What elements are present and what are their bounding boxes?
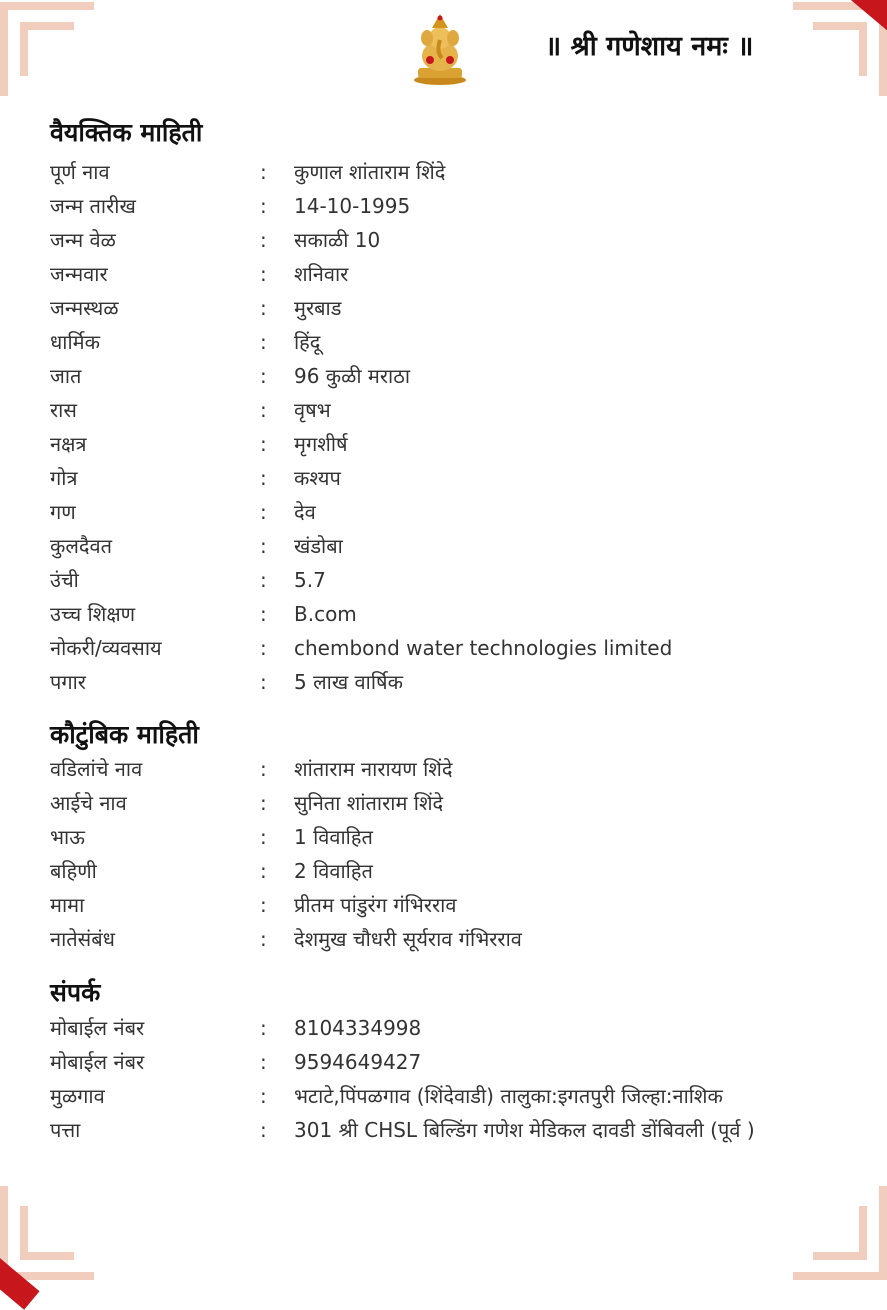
info-separator: : <box>260 568 267 592</box>
info-separator: : <box>260 927 267 951</box>
info-row <box>50 565 850 595</box>
info-label: गण <box>50 500 76 524</box>
info-label: पगार <box>50 670 86 694</box>
info-row <box>50 361 850 391</box>
info-value: 5 लाख वार्षिक <box>294 670 403 694</box>
info-row <box>50 599 850 629</box>
info-row <box>50 327 850 357</box>
info-value: 1 विवाहित <box>294 825 373 849</box>
info-value: खंडोबा <box>294 534 343 558</box>
page-header-title: ॥ श्री गणेशाय नमः ॥ <box>545 31 754 62</box>
info-separator: : <box>260 500 267 524</box>
info-row <box>50 1047 850 1077</box>
info-label: जन्मस्थळ <box>50 296 119 320</box>
info-label: रास <box>50 398 77 422</box>
corner-ornament-top-left <box>0 0 106 108</box>
info-row <box>50 890 850 920</box>
info-label: जात <box>50 364 82 388</box>
info-separator: : <box>260 330 267 354</box>
info-value: मुरबाड <box>294 296 342 320</box>
info-value: 9594649427 <box>294 1050 422 1074</box>
info-separator: : <box>260 228 267 252</box>
info-value: भटाटे,पिंपळगाव (शिंदेवाडी) तालुका:इगतपुरी जिल्हा:नाशिक <box>294 1084 723 1108</box>
info-row <box>50 1081 850 1111</box>
info-label: मुळगाव <box>50 1084 105 1108</box>
info-separator: : <box>260 670 267 694</box>
info-label: आईचे नाव <box>50 791 127 815</box>
info-value: 8104334998 <box>294 1016 422 1040</box>
info-row <box>50 856 850 886</box>
info-separator: : <box>260 1050 267 1074</box>
info-value: कुणाल शांताराम शिंदे <box>294 160 446 184</box>
info-row <box>50 225 850 255</box>
info-separator: : <box>260 602 267 626</box>
info-separator: : <box>260 1016 267 1040</box>
info-separator: : <box>260 194 267 218</box>
info-row <box>50 497 850 527</box>
info-separator: : <box>260 262 267 286</box>
info-label: उंची <box>50 568 79 592</box>
info-row <box>50 429 850 459</box>
info-value: chembond water technologies limited <box>294 636 673 660</box>
info-label: नातेसंबंध <box>50 927 115 951</box>
info-separator: : <box>260 1084 267 1108</box>
info-value: देव <box>294 500 316 524</box>
info-separator: : <box>260 825 267 849</box>
corner-ornament-bottom-left <box>0 1174 106 1286</box>
info-row <box>50 822 850 852</box>
info-row <box>50 788 850 818</box>
info-row <box>50 754 850 784</box>
info-separator: : <box>260 757 267 781</box>
info-separator: : <box>260 534 267 558</box>
info-label: नोकरी/व्यवसाय <box>50 636 162 660</box>
corner-ornament-bottom-right <box>781 1174 887 1286</box>
info-label: पत्ता <box>50 1118 81 1142</box>
info-value: मृगशीर्ष <box>294 432 348 456</box>
info-value: 2 विवाहित <box>294 859 373 883</box>
info-label: वडिलांचे नाव <box>50 757 143 781</box>
info-separator: : <box>260 636 267 660</box>
info-value: सकाळी 10 <box>294 228 381 252</box>
info-separator: : <box>260 1118 267 1142</box>
info-label: जन्मवार <box>50 262 108 286</box>
info-separator: : <box>260 432 267 456</box>
ganesh-idol-icon <box>410 10 470 86</box>
info-separator: : <box>260 466 267 490</box>
info-row <box>50 924 850 954</box>
info-value: कश्यप <box>294 466 341 490</box>
info-separator: : <box>260 364 267 388</box>
info-row <box>50 157 850 187</box>
section-title-personal: वैयक्तिक माहिती <box>50 118 203 147</box>
info-label: नक्षत्र <box>50 432 87 456</box>
info-value: 96 कुळी मराठा <box>294 364 411 388</box>
info-label: मोबाईल नंबर <box>50 1050 145 1074</box>
info-value: शनिवार <box>294 262 349 286</box>
info-label: गोत्र <box>50 466 78 490</box>
info-separator: : <box>260 160 267 184</box>
info-value: देशमुख चौधरी सूर्यराव गंभिरराव <box>294 927 522 951</box>
info-separator: : <box>260 859 267 883</box>
info-row <box>50 259 850 289</box>
info-label: पूर्ण नाव <box>50 160 110 184</box>
info-row <box>50 395 850 425</box>
info-value: प्रीतम पांडुरंग गंभिरराव <box>294 893 457 917</box>
info-row <box>50 667 850 697</box>
info-label: मोबाईल नंबर <box>50 1016 145 1040</box>
info-label: धार्मिक <box>50 330 100 354</box>
info-row <box>50 531 850 561</box>
info-label: भाऊ <box>50 825 85 849</box>
info-value: शांताराम नारायण शिंदे <box>294 757 453 781</box>
info-row <box>50 191 850 221</box>
info-value: सुनिता शांताराम शिंदे <box>294 791 444 815</box>
info-value: B.com <box>294 602 357 626</box>
info-label: उच्च शिक्षण <box>50 602 136 626</box>
info-label: बहिणी <box>50 859 97 883</box>
info-label: कुलदैवत <box>50 534 113 558</box>
info-row <box>50 293 850 323</box>
info-separator: : <box>260 791 267 815</box>
info-label: मामा <box>50 893 85 917</box>
info-value: वृषभ <box>294 398 331 422</box>
info-row <box>50 463 850 493</box>
info-value: 301 श्री CHSL बिल्डिंग गणेश मेडिकल दावडी डोंबिवली (पूर्व ) <box>294 1118 755 1142</box>
info-label: जन्म तारीख <box>50 194 136 218</box>
info-separator: : <box>260 296 267 320</box>
section-title-family: कौटुंबिक माहिती <box>50 720 199 749</box>
info-label: जन्म वेळ <box>50 228 116 252</box>
info-value: 14-10-1995 <box>294 194 411 218</box>
info-row <box>50 633 850 663</box>
info-separator: : <box>260 893 267 917</box>
info-row <box>50 1013 850 1043</box>
section-title-contact: संपर्क <box>50 978 101 1007</box>
info-value: 5.7 <box>294 568 326 592</box>
info-value: हिंदू <box>294 330 321 354</box>
info-separator: : <box>260 398 267 422</box>
info-row <box>50 1115 850 1145</box>
